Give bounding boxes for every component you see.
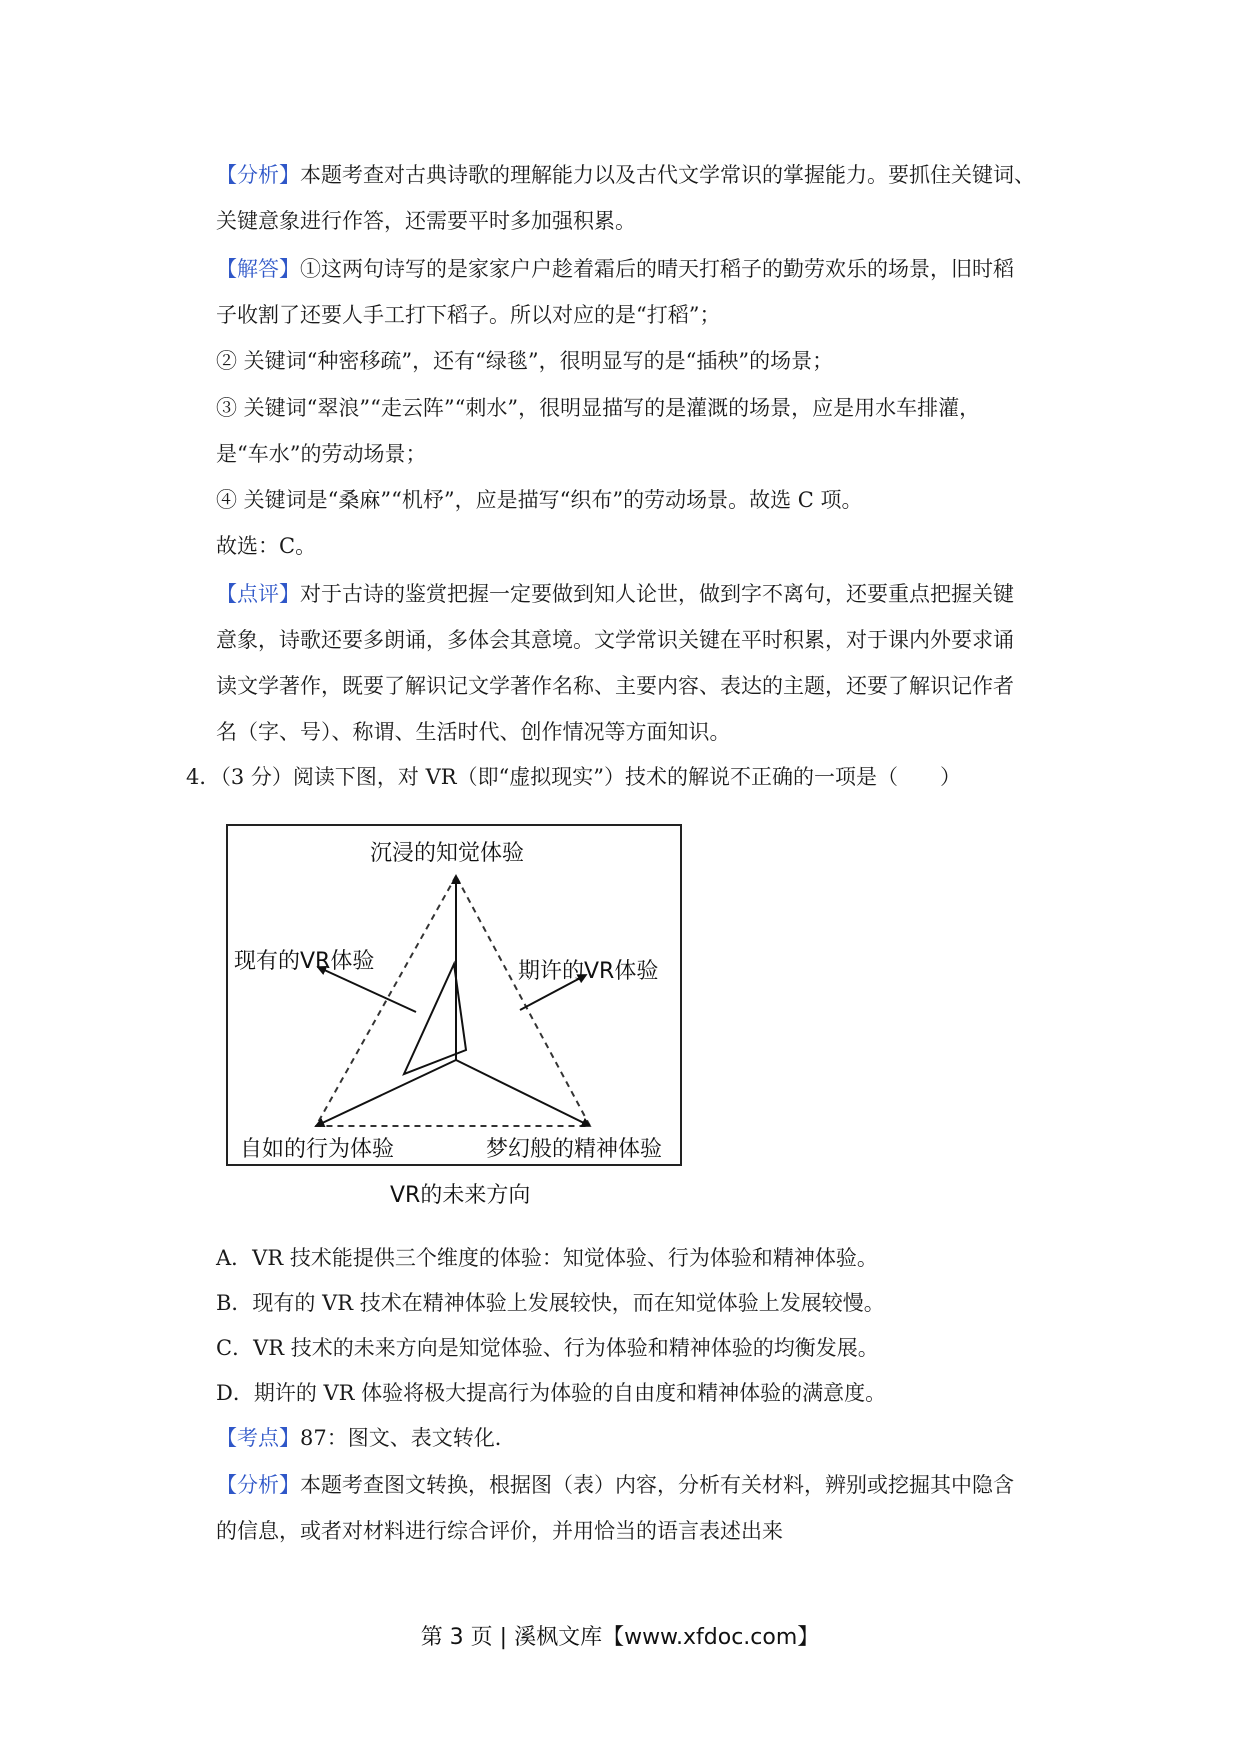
kaodian-line <box>216 1423 516 1453</box>
comment-line: 名（字、号）、称谓、生活时代、创作情况等方面知识。 <box>216 720 731 744</box>
answer-line: ② 关键词“种密移疏”，还有“绿毯”，很明显写的是“插秧”的场景； <box>216 349 834 373</box>
label-dreamlike-spirit: 梦幻般的精神体验 <box>486 1137 663 1162</box>
option-c[interactable]: C．VR 技术的未来方向是知觉体验、行为体验和精神体验的均衡发展。 <box>216 1336 879 1360</box>
analysis-line <box>216 160 1035 190</box>
kaodian-tag: 【考点】 <box>216 1426 300 1450</box>
answer-text: ①这两句诗写的是家家户户趁着霜后的晴天打稻子的勤劳欢乐的场景，旧时稻 <box>300 257 1014 281</box>
option-b[interactable]: B．现有的 VR 技术在精神体验上发展较快，而在知觉体验上发展较慢。 <box>216 1291 885 1315</box>
kaodian-text: 87：图文、表文转化． <box>300 1426 516 1450</box>
analysis-tag: 【分析】 <box>216 163 300 187</box>
answer-line: ③ 关键词“翠浪”“走云阵”“刺水”，很明显描写的是灌溉的场景，应是用水车排灌， <box>216 396 981 420</box>
expected-triangle <box>316 876 590 1126</box>
answer-line <box>216 254 1014 284</box>
analysis-line: 关键意象进行作答，还需要平时多加强积累。 <box>216 209 636 233</box>
answer-tag: 【解答】 <box>216 257 300 281</box>
vr-diagram <box>226 824 682 1166</box>
answer-line: 故选：C。 <box>216 534 317 558</box>
analysis-text: 本题考查对古典诗歌的理解能力以及古代文学常识的掌握能力。要抓住关键词、 <box>300 163 1035 187</box>
q4-analysis-text: 本题考查图文转换，根据图（表）内容，分析有关材料，辨别或挖掘其中隐含 <box>300 1473 1014 1497</box>
label-expected-vr: 期许的VR体验 <box>518 959 659 984</box>
comment-line: 意象，诗歌还要多朗诵，多体会其意境。文学常识关键在平时积累，对于课内外要求诵 <box>216 628 1014 652</box>
comment-text: 对于古诗的鉴赏把握一定要做到知人论世，做到字不离句，还要重点把握关键 <box>300 582 1014 606</box>
comment-tag: 【点评】 <box>216 582 300 606</box>
answer-line: 子收割了还要人手工打下稻子。所以对应的是“打稻”； <box>216 303 721 327</box>
vr-diagram-lines <box>228 826 680 1164</box>
answer-line: 是“车水”的劳动场景； <box>216 442 427 466</box>
question-text: （3 分）阅读下图，对 VR（即“虚拟现实”）技术的解说不正确的一项是（ ） <box>220 765 962 789</box>
page-footer: 第 3 页 | 溪枫文库【www.xfdoc.com】 <box>420 1625 820 1650</box>
option-d[interactable]: D．期许的 VR 体验将极大提高行为体验的自由度和精神体验的满意度。 <box>216 1381 887 1405</box>
comment-line <box>216 579 1014 609</box>
axis-left <box>318 1060 456 1125</box>
answer-line: ④ 关键词是“桑麻”“机杼”，应是描写“织布”的劳动场景。故选 C 项。 <box>216 488 863 512</box>
figure-caption: VR的未来方向 <box>390 1183 531 1208</box>
option-a[interactable]: A．VR 技术能提供三个维度的体验：知觉体验、行为体验和精神体验。 <box>216 1246 878 1270</box>
question-stem <box>186 762 961 792</box>
q4-analysis-tag: 【分析】 <box>216 1473 300 1497</box>
label-current-vr: 现有的VR体验 <box>234 949 375 974</box>
label-free-behavior: 自如的行为体验 <box>240 1137 395 1162</box>
question-number: 4． <box>186 765 221 789</box>
q4-analysis-line <box>216 1470 1014 1500</box>
axis-right <box>456 1060 588 1125</box>
label-immersive-perception: 沉浸的知觉体验 <box>370 841 525 866</box>
comment-line: 读文学著作，既要了解识记文学著作名称、主要内容、表达的主题，还要了解识记作者 <box>216 674 1014 698</box>
q4-analysis-line: 的信息，或者对材料进行综合评价，并用恰当的语言表述出来 <box>216 1519 783 1543</box>
